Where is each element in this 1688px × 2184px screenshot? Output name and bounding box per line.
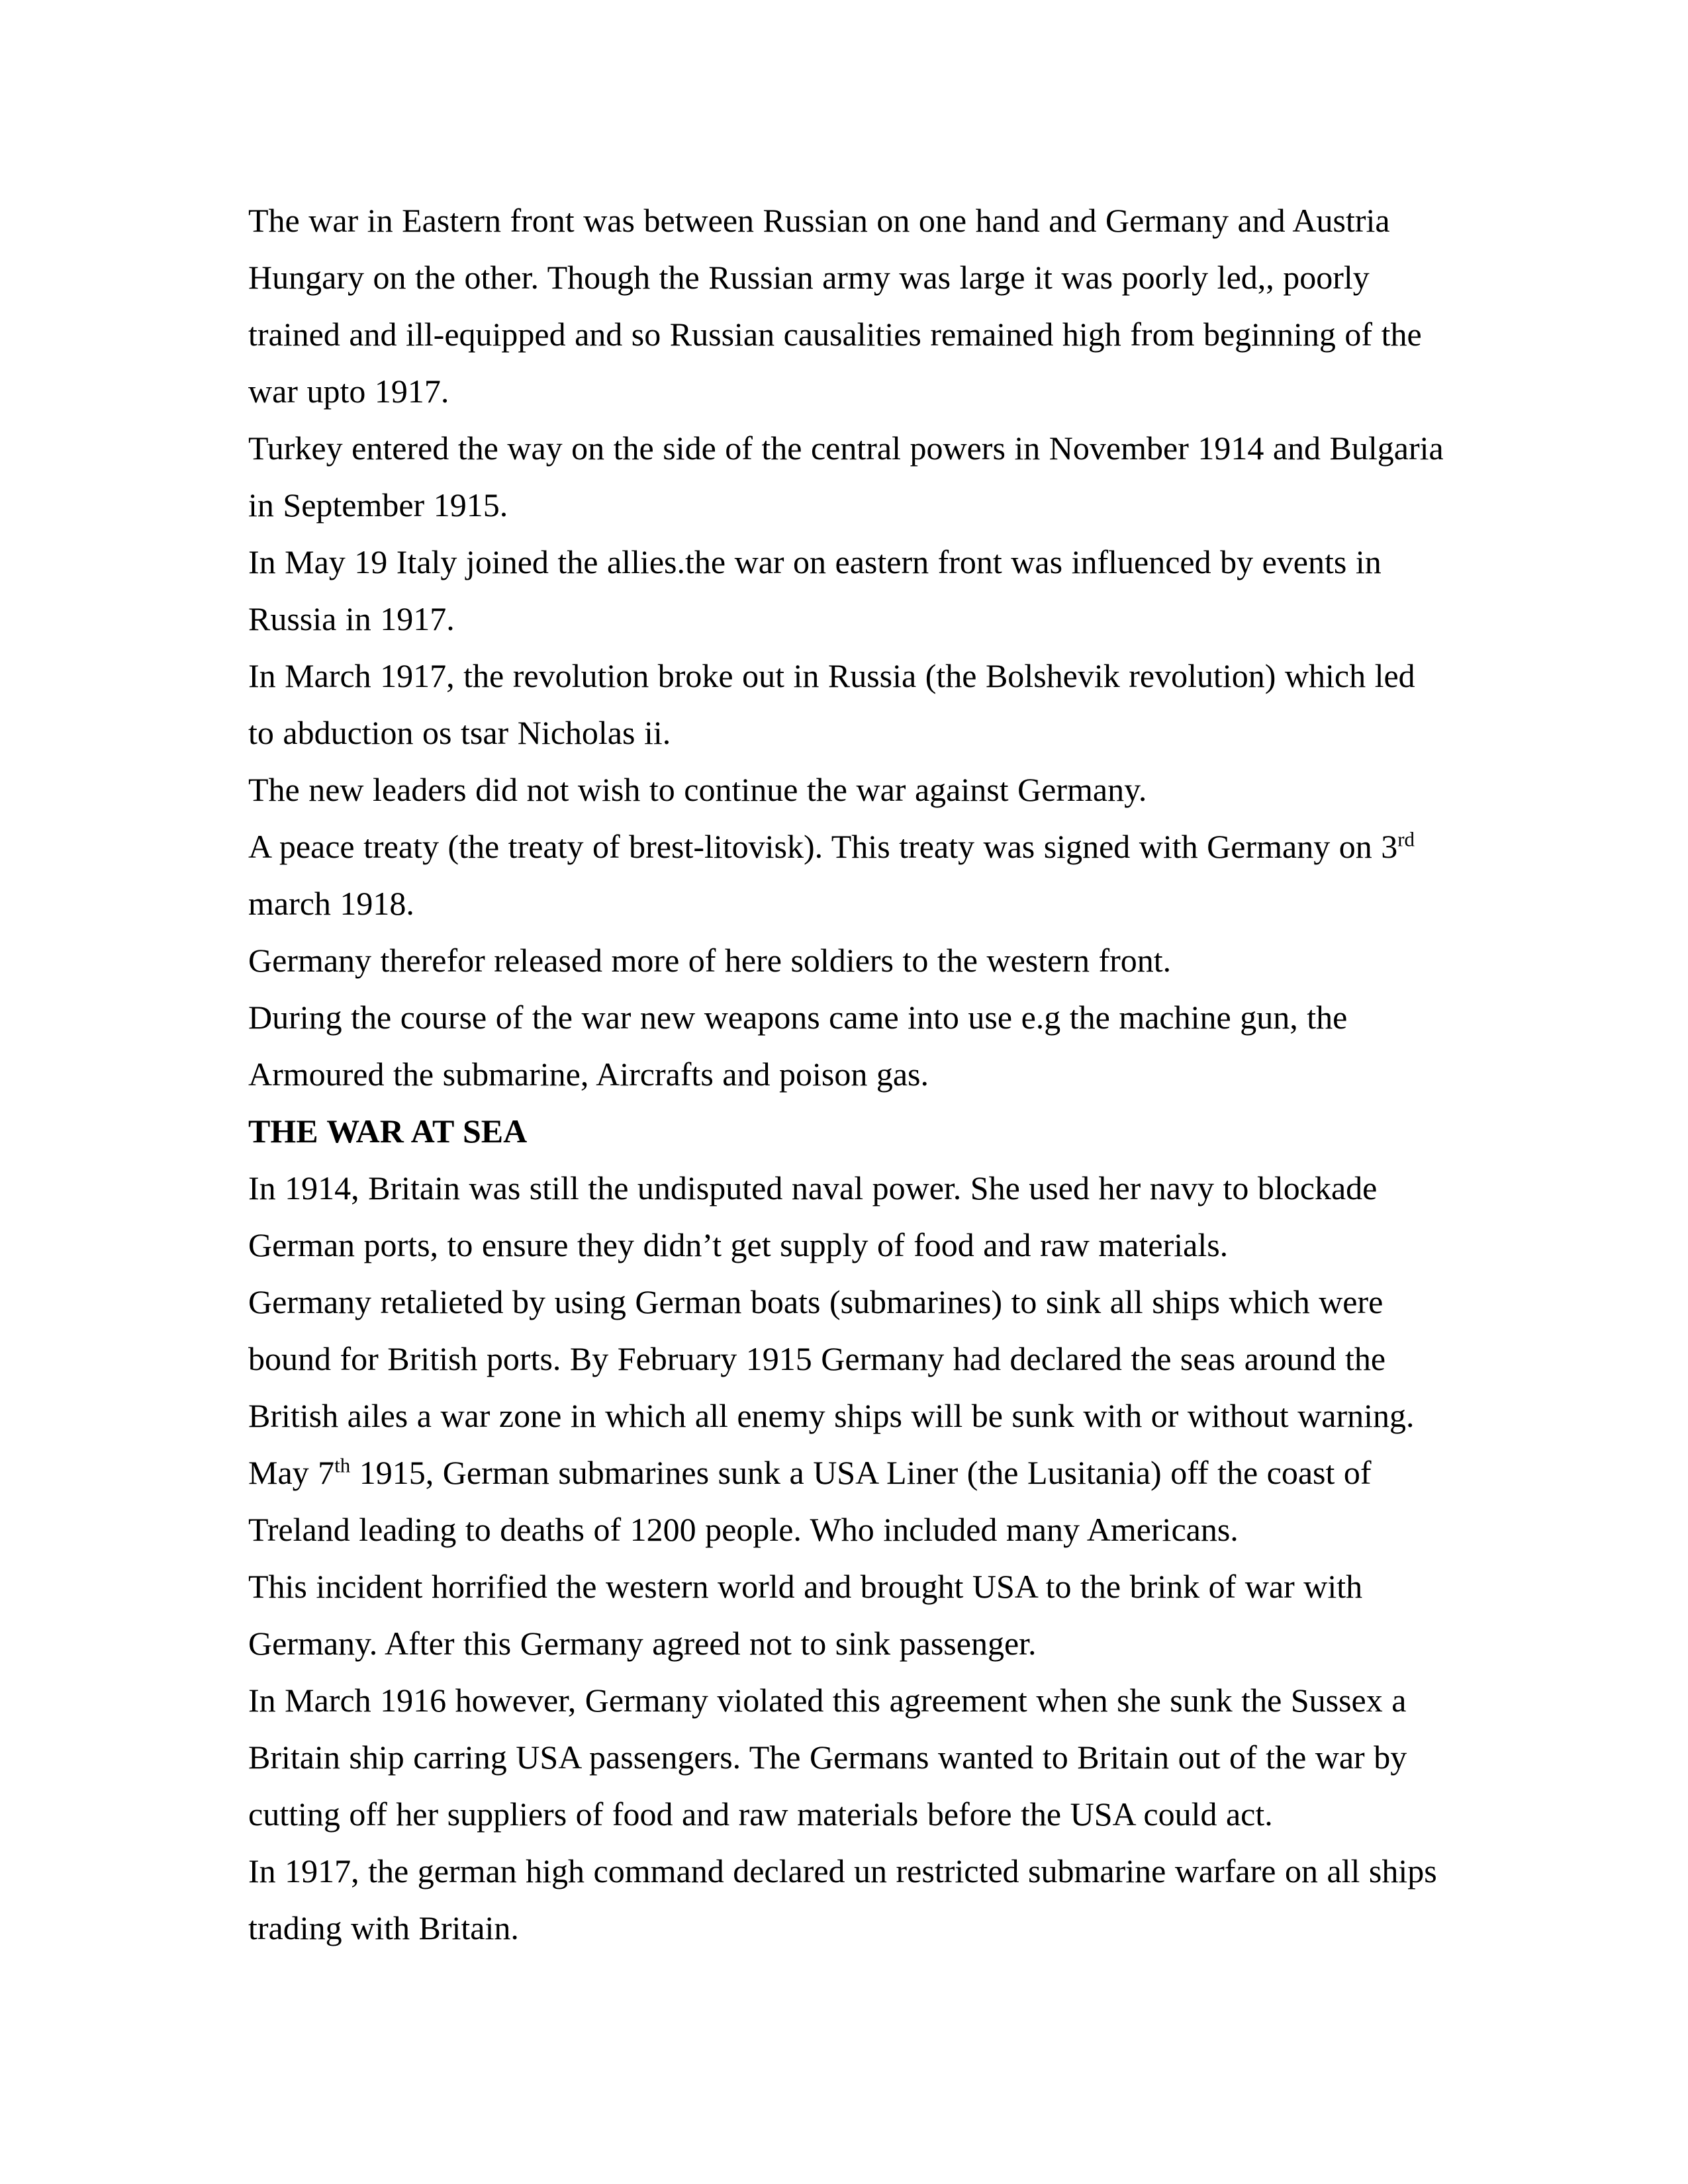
ordinal-superscript: rd bbox=[1397, 827, 1415, 851]
paragraph: During the course of the war new weapons came into use e.g the machine gun, the Armoured the submarine, Aircrafts and poison gas. bbox=[248, 999, 1348, 1093]
paragraph: In 1917, the german high command declared un restricted submarine warfare on all ships trading with Britain. bbox=[248, 1852, 1437, 1946]
paragraph: Turkey entered the way on the side of the central powers in November 1914 and Bulgaria in September 1915. bbox=[248, 430, 1444, 523]
paragraph: In March 1917, the revolution broke out in Russia (the Bolshevik revolution) which led to abduction os tsar Nicholas ii. bbox=[248, 657, 1415, 751]
paragraph: Germany retalieted by using German boats (submarines) to sink all ships which were bound for British ports. By February 1915 Germany had declared the seas around the British ailes a war zone in which all enemy ships will be sunk with or without warning. bbox=[248, 1283, 1415, 1434]
document-body bbox=[248, 192, 1446, 1956]
paragraph: May 7th 1915, German submarines sunk a USA Liner (the Lusitania) off the coast of Treland leading to deaths of 1200 people. Who included many Americans. bbox=[248, 1453, 1372, 1548]
paragraph: In 1914, Britain was still the undisputed naval power. She used her navy to blockade German ports, to ensure they didn’t get supply of food and raw materials. bbox=[248, 1169, 1378, 1263]
paragraph: Germany therefor released more of here soldiers to the western front. bbox=[248, 942, 1172, 979]
ordinal-superscript: th bbox=[334, 1453, 351, 1477]
section-heading: THE WAR AT SEA bbox=[248, 1113, 528, 1150]
paragraph: The war in Eastern front was between Russian on one hand and Germany and Austria Hungary on the other. Though the Russian army was large it was poorly led,, poorly trained and ill-equipped and so Russian causalities remained high from beginning of the war upto 1917. bbox=[248, 202, 1422, 410]
paragraph: In May 19 Italy joined the allies.the war on eastern front was influenced by events in Russia in 1917. bbox=[248, 543, 1382, 637]
paragraph: The new leaders did not wish to continue the war against Germany. bbox=[248, 771, 1147, 808]
paragraph: A peace treaty (the treaty of brest-litovisk). This treaty was signed with Germany on 3rd march 1918. bbox=[248, 827, 1415, 922]
paragraph: This incident horrified the western world and brought USA to the brink of war with Germany. After this Germany agreed not to sink passenger. bbox=[248, 1568, 1363, 1662]
paragraph: In March 1916 however, Germany violated this agreement when she sunk the Sussex a Britain ship carring USA passengers. The Germans wanted to Britain out of the war by cutting off her suppliers of food and raw materials before the USA could act. bbox=[248, 1682, 1407, 1833]
